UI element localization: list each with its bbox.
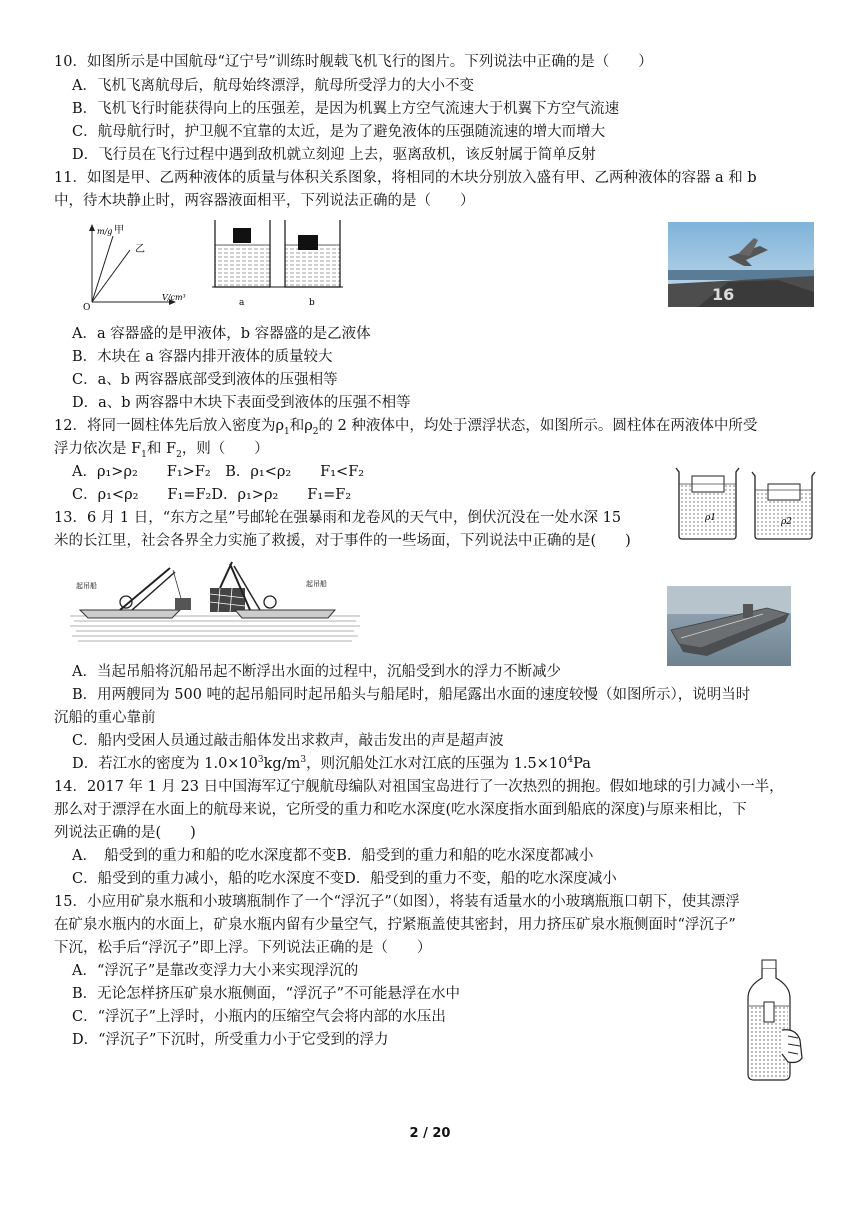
- q15-stem-1: 15．小应用矿泉水瓶和小玻璃瓶制作了一个“浮沉子”（如图），将装有适量水的小玻璃瓶瓶口朝下，使其漂浮: [54, 894, 740, 910]
- q13-option-c: C．船内受困人员通过敲击船体发出求救声，敲击发出的声是超声波: [72, 733, 504, 749]
- q12-option-d: D．ρ₁>ρ₂ F₁=F₂: [211, 487, 352, 503]
- graph-label-jia: 甲: [114, 225, 124, 236]
- graph-ylabel: m/g: [97, 227, 113, 236]
- q11-option-c: C．a、b 两容器底部受到液体的压强相等: [72, 372, 338, 388]
- container-b-label: b: [309, 298, 315, 308]
- beaker-1-label: ρ1: [705, 513, 717, 523]
- carrier-jet-photo: [668, 222, 814, 307]
- q11-option-d: D．a、b 两容器中木块下表面受到液体的压强不相等: [72, 395, 411, 411]
- q11-stem-2: 中，待木块静止时，两容器液面相平，下列说法正确的是（ ）: [54, 193, 475, 209]
- containers-ab-figure: [212, 215, 348, 310]
- q12-option-b: B．ρ₁<ρ₂ F₁<F₂: [225, 464, 365, 480]
- q12-option-c: C．ρ₁<ρ₂ F₁=F₂: [72, 487, 212, 503]
- mass-volume-graph: [80, 220, 195, 310]
- q15-option-a: A．“浮沉子”是靠改变浮力大小来实现浮沉的: [72, 963, 359, 979]
- q15-option-b: B．无论怎样挤压矿泉水瓶侧面，“浮沉子”不可能悬浮在水中: [72, 986, 460, 1002]
- q14-options-ab: [72, 846, 593, 866]
- q15-stem-3: 下沉，松手后“浮沉子”即上浮。下列说法正确的是（ ）: [54, 940, 432, 956]
- q13-stem-1: 13．6 月 1 日，“东方之星”号邮轮在强暴雨和龙卷风的天气中，倒伏沉没在一处水深 15: [54, 510, 622, 526]
- q13-stem-2: 米的长江里，社会各界全力实施了救援，对于事件的一些场面，下列说法中正确的是( ): [54, 533, 631, 549]
- q12-options-ab: [72, 462, 364, 482]
- q15-option-c: C．“浮沉子”上浮时，小瓶内的压缩空气会将内部的水压出: [72, 1009, 446, 1025]
- q15-option-d: D．“浮沉子”下沉时，所受重力小于它受到的浮力: [72, 1032, 389, 1048]
- q15-stem-2: 在矿泉水瓶内的水面上，矿泉水瓶内留有少量空气，拧紧瓶盖使其密封，用力挤压矿泉水瓶侧面时“浮沉子”: [54, 917, 736, 933]
- q10-option-a: A．飞机飞离航母后，航母始终漂浮，航母所受浮力的大小不变: [72, 78, 474, 94]
- q14-option-b: B．船受到的重力和船的吃水深度都减小: [336, 848, 594, 864]
- q12-option-a: A．ρ₁>ρ₂ F₁>F₂: [72, 464, 211, 480]
- q10-option-d: D．飞行员在飞行过程中遇到敌机就立刻迎 上去，驱离敌机，该反射属于简单反射: [72, 147, 596, 163]
- q12-stem-2: 浮力依次是 $F_1$和 $F_2$，则（ ）: [54, 441, 269, 460]
- q14-stem-2: 那么对于漂浮在水面上的航母来说，它所受的重力和吃水深度(吃水深度指水面到船底的深度)与原来相比，下: [54, 802, 747, 818]
- graph-xlabel: V/cm³: [162, 293, 186, 302]
- page-number: 2 / 20: [409, 1126, 451, 1141]
- q14-stem-3: 列说法正确的是( ): [54, 825, 196, 841]
- crane-label-1: 起吊船: [76, 582, 97, 590]
- q14-options-cd: [72, 869, 617, 889]
- q12-stem-1: 12．将同一圆柱体先后放入密度为$\rho_1$和$\rho_2$的 2 种液体中，均处于漂浮状态，如图所示。圆柱体在两液体中所受: [54, 418, 758, 437]
- graph-label-yi: 乙: [135, 244, 145, 255]
- q12-options-cd: [72, 485, 351, 505]
- q13-option-b-cont: 沉船的重心靠前: [54, 710, 156, 726]
- aircraft-carrier-photo: [667, 586, 791, 666]
- q14-stem-1: 14．2017 年 1 月 23 日中国海军辽宁舰航母编队对祖国宝岛进行了一次热烈的拥抱。假如地球的引力减小一半，: [54, 779, 784, 795]
- graph-origin: O: [83, 303, 91, 310]
- q13-option-d: D．若江水的密度为 $1.0\times 10^3kg/m^3$，则沉船处江水对江底的压强为 $1.5\times 10^4Pa$: [72, 755, 591, 772]
- beaker-2-label: ρ2: [781, 517, 793, 527]
- q14-option-c: C．船受到的重力减小，船的吃水深度不变: [72, 871, 345, 887]
- q11-option-b: B．木块在 a 容器内排开液体的质量较大: [72, 349, 333, 365]
- q13-option-b: B．用两艘同为 500 吨的起吊船同时起吊船头与船尾时，船尾露出水面的速度较慢（如图所示），说明当时: [72, 687, 751, 703]
- q10-stem: 10．如图所示是中国航母“辽宁号”训练时舰载飞机飞行的图片。下列说法中正确的是（ ）: [54, 54, 653, 70]
- crane-label-2: 起吊船: [306, 580, 327, 588]
- container-a-label: a: [239, 298, 245, 308]
- q13-option-a: A．当起吊船将沉船吊起不断浮出水面的过程中，沉船受到水的浮力不断减少: [72, 664, 561, 680]
- q10-option-c: C．航母航行时，护卫舰不宜靠的太近，是为了避免液体的压强随流速的增大而增大: [72, 124, 606, 140]
- q10-option-b: B．飞机飞行时能获得向上的压强差，是因为机翼上方空气流速大于机翼下方空气流速: [72, 101, 620, 117]
- q11-stem-1: 11．如图是甲、乙两种液体的质量与体积关系图象，将相同的木块分别放入盛有甲、乙两种液体的容器 a 和 b: [54, 170, 757, 186]
- crane-ships-figure: [70, 558, 360, 648]
- cartesian-diver-bottle-figure: [738, 958, 804, 1084]
- q11-option-a: A．a 容器盛的是甲液体，b 容器盛的是乙液体: [72, 326, 371, 342]
- q14-option-d: D．船受到的重力不变，船的吃水深度减小: [344, 871, 617, 887]
- svg-text:16: 16: [712, 285, 735, 304]
- beakers-figure: [672, 464, 820, 542]
- q14-option-a: A． 船受到的重力和船的吃水深度都不变: [72, 848, 337, 864]
